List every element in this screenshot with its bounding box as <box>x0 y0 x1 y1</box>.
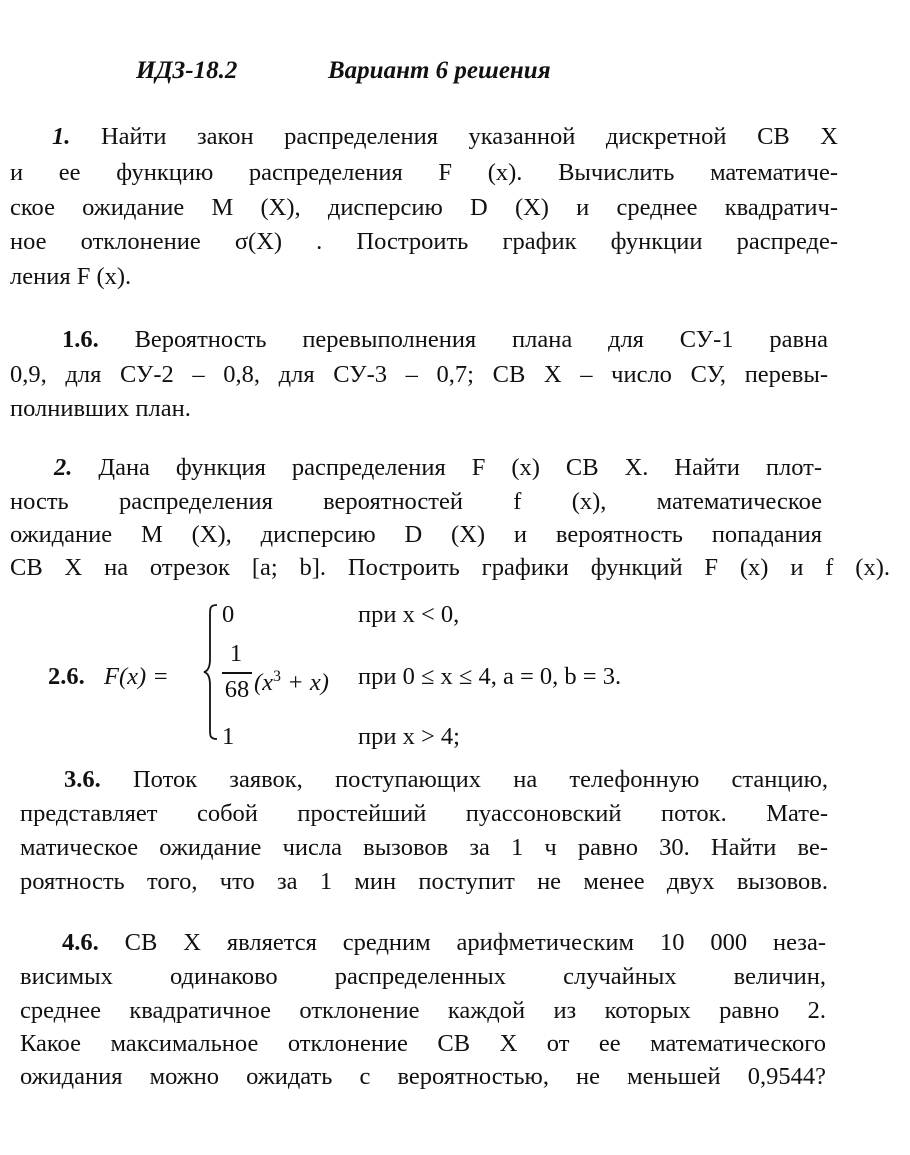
piecewise-brace <box>203 603 219 741</box>
task-3-6-line-2: матическое ожидание числа вызовов за 1 ч равно 30. Найти ве- <box>20 834 828 861</box>
task-1-6-line-0: 1.6. Вероятность перевыполнения плана для СУ-1 равна <box>62 326 829 353</box>
task-4-6-line-4: ожидания можно ожидать с вероятностью, не меньшей 0,9544? <box>20 1063 826 1090</box>
task-2-6-number: 2.6. <box>48 663 85 690</box>
task-3-6-line-3: роятность того, что за 1 мин поступит не менее двух вызовов. <box>20 868 828 895</box>
task-1-line-3: ное отклонение σ(X) . Построить график функции распреде- <box>10 228 838 255</box>
task-4-6-line-1: висимых одинаково распределенных случайных величин, <box>20 963 826 990</box>
task-4-6-line-2: среднее квадратичное отклонение каждой из которых равно 2. <box>20 997 826 1024</box>
task-2-line-0: 2. Дана функция распределения F (x) СВ X. Найти плот- <box>54 454 822 481</box>
case-1-value: 0 <box>222 601 235 628</box>
task-2-line-3: СВ X на отрезок [a; b]. Построить графики функций F (x) и f (x). <box>10 554 890 581</box>
case-1-condition: при x < 0, <box>358 601 460 628</box>
task-4-6-number: 4.6. <box>62 929 99 956</box>
task-1-line-4: ления F (x). <box>10 263 132 290</box>
task-4-6-line-0: 4.6. СВ X является средним арифметическим 10 000 неза- <box>62 929 826 956</box>
task-3-6-line-1: представляет собой простейший пуассоновский поток. Мате- <box>20 800 828 827</box>
task-1-line-0: 1. Найти закон распределения указанной дискретной СВ X <box>52 123 838 150</box>
header-variant: Вариант 6 решения <box>328 57 551 84</box>
task-2-line-2: ожидание M (X), дисперсию D (X) и вероятность попадания <box>10 521 822 548</box>
case-3-value: 1 <box>222 723 235 750</box>
header-ids: ИДЗ-18.2 <box>136 57 238 84</box>
case-2-expression: $(x^3 + x)$ <box>254 668 329 697</box>
fraction-denominator: 68 <box>224 676 250 703</box>
task-1-line-2: ское ожидание M (X), дисперсию D (X) и среднее квадратич- <box>10 194 838 221</box>
case-2-condition: при 0 ≤ x ≤ 4, a = 0, b = 3. <box>358 663 622 690</box>
task-4-6-line-3: Какое максимальное отклонение СВ X от ее математического <box>20 1030 826 1057</box>
task-1-number: 1. <box>52 123 71 150</box>
fraction-numerator: 1 <box>229 640 243 667</box>
case-3-condition: при x > 4; <box>358 723 460 750</box>
task-1-6-line-2: полнивших план. <box>10 395 191 422</box>
task-3-6-line-0: 3.6. Поток заявок, поступающих на телефонную станцию, <box>64 766 828 793</box>
task-2-number: 2. <box>54 454 73 481</box>
exponent: 3 <box>273 668 282 685</box>
task-2-6-fx: F(x) = <box>104 663 169 690</box>
fraction-bar <box>222 672 252 674</box>
task-1-6-number: 1.6. <box>62 326 99 353</box>
task-1-6-line-1: 0,9, для СУ-2 – 0,8, для СУ-3 – 0,7; СВ X – число СУ, перевы- <box>10 361 828 388</box>
task-3-6-number: 3.6. <box>64 766 101 793</box>
task-2-line-1: ность распределения вероятностей f (x), математическое <box>10 488 822 515</box>
task-1-line-1: и ее функцию распределения F (x). Вычислить математиче- <box>10 159 838 186</box>
